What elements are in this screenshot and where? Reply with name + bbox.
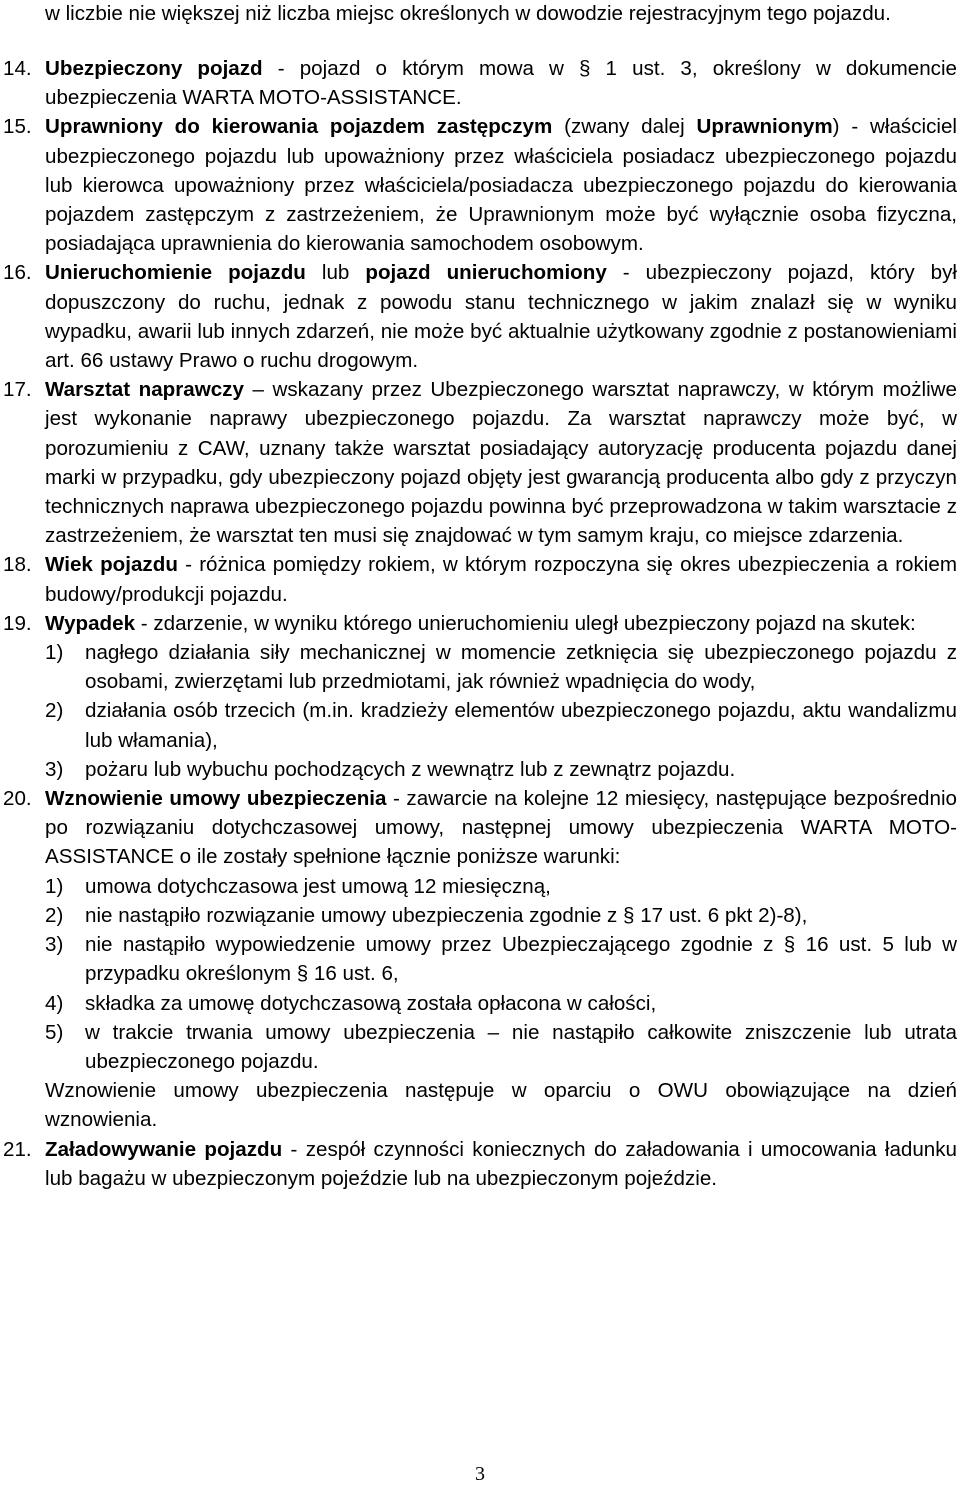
sub-item-text: działania osób trzecich (m.in. kradzieży elementów ubezpieczonego pojazdu, aktu wandalizmu lub włamania),: [85, 699, 957, 752]
item-body: [45, 54, 957, 112]
item-number: 19.: [3, 611, 32, 635]
definition-item-15: [0, 112, 957, 258]
item-text: - zespół czynności koniecznych do załadowania i umocowania ładunku lub bagażu w ubezpieczonym pojeździe lub na ubezpieczonym pojeździe.: [45, 1137, 958, 1190]
item-text: ) - właściciel ubezpieczonego pojazdu lub upoważniony przez właściciela posiadacz ubezpieczonego pojazdu lub kierowca upoważniony przez właściciela/posiadacza ubezpieczonego pojazdu do kierowania pojazdem zastępczym z zastrzeżeniem, że Uprawnionym może być wyłącznie osoba fizyczna, posiadająca uprawnienia do kierowania samochodem osobowym.: [45, 115, 957, 256]
sub-item-number: 3): [45, 757, 64, 781]
sub-item-number: 4): [45, 991, 64, 1015]
item-number: 20.: [3, 787, 32, 811]
definitions-list: [0, 54, 960, 1193]
item-body: [45, 112, 957, 258]
item-number: 17.: [3, 378, 32, 402]
item-text: - zdarzenie, w wyniku którego unieruchomieniu uległ ubezpieczony pojazd na skutek:: [135, 611, 916, 635]
sub-item-number: 1): [45, 641, 64, 665]
item-number: 16.: [3, 261, 32, 285]
item-number: 18.: [3, 553, 32, 577]
sub-item-text: nie nastąpiło rozwiązanie umowy ubezpieczenia zgodnie z § 17 ust. 6 pkt 2)-8),: [85, 903, 808, 927]
item-term: Wznowienie umowy ubezpieczenia: [45, 787, 387, 811]
definition-item-19: [0, 609, 957, 784]
sub-list: [45, 872, 957, 1076]
page-number: 3: [475, 1463, 485, 1485]
item-term-alias: Uprawnionym: [696, 115, 833, 139]
item-body: [45, 258, 957, 375]
sub-item-text: umowa dotychczasowa jest umową 12 miesięczną,: [85, 874, 551, 898]
item-body: [45, 375, 957, 550]
item-term-alias: pojazd unieruchomiony: [365, 261, 607, 285]
item-connector: lub: [305, 261, 366, 285]
item-closing-text: Wznowienie umowy ubezpieczenia następuje w oparciu o OWU obowiązujące na dzień wznowienia.: [45, 1079, 957, 1132]
item-term: Ubezpieczony pojazd: [45, 57, 263, 80]
definition-item-14: [0, 54, 957, 112]
item-number: 21.: [3, 1137, 32, 1161]
sub-item-text: w trakcie trwania umowy ubezpieczenia – nie nastąpiło całkowite zniszczenie lub utrata ubezpieczonego pojazdu.: [85, 1020, 957, 1073]
item-body: [45, 550, 957, 608]
sub-item-number: 1): [45, 874, 64, 898]
sub-list-item: [45, 1018, 957, 1076]
sub-list: [45, 638, 957, 784]
sub-item-number: 5): [45, 1020, 64, 1044]
sub-list-item: [45, 901, 957, 930]
item-text: - różnica pomiędzy rokiem, w którym rozpoczyna się okres ubezpieczenia a rokiem budowy/produkcji pojazdu.: [45, 553, 957, 606]
sub-item-number: 2): [45, 903, 64, 927]
sub-list-item: [45, 638, 957, 696]
item-body: [45, 1135, 957, 1193]
item-term: Unieruchomienie pojazdu: [45, 261, 306, 285]
item-body: [45, 609, 957, 638]
item-term: Załadowywanie pojazdu: [45, 1137, 283, 1161]
item-number: 15.: [3, 115, 32, 139]
definition-item-16: [0, 258, 957, 375]
definition-item-17: [0, 375, 957, 550]
sub-item-text: nie nastąpiło wypowiedzenie umowy przez Ubezpieczającego zgodnie z § 16 ust. 5 lub w przypadku określonym § 16 ust. 6,: [85, 933, 957, 986]
item-text: - ubezpieczony pojazd, który był dopuszczony do ruchu, jednak z powodu stanu technicznego w jakim znalazł się w wyniku wypadku, awarii lub innych zdarzeń, nie może być aktualnie użytkowany zgodnie z postanowieniami art. 66 ustawy Prawo o ruchu drogowym.: [45, 261, 957, 373]
sub-list-item: [45, 755, 957, 784]
definition-item-20: [0, 784, 957, 1134]
sub-item-text: nagłego działania siły mechanicznej w momencie zetknięcia się ubezpieczonego pojazdu z osobami, zwierzętami lub przedmiotami, jak również wpadnięcia do wody,: [85, 641, 957, 694]
sub-item-text: pożaru lub wybuchu pochodzących z wewnątrz lub z zewnątrz pojazdu.: [85, 757, 736, 781]
item-text: - pojazd o którym mowa w § 1 ust. 3, określony w dokumencie ubezpieczenia WARTA MOTO-ASSISTANCE.: [45, 57, 957, 110]
sub-item-number: 2): [45, 699, 64, 723]
sub-item-number: 3): [45, 933, 64, 957]
sub-list-item: [45, 989, 957, 1018]
item-term: Wiek pojazdu: [45, 553, 178, 577]
sub-list-item: [45, 872, 957, 901]
item-term: Uprawniony do kierowania pojazdem zastępczym: [45, 115, 553, 139]
sub-list-item: [45, 696, 957, 754]
item-text: - zawarcie na kolejne 12 miesięcy, następujące bezpośrednio po rozwiązaniu dotychczasowej umowy, następnej umowy ubezpieczenia WARTA MOTO-ASSISTANCE o ile zostały spełnione łącznie poniższe warunki:: [45, 787, 957, 869]
item-number: 14.: [3, 57, 32, 80]
definition-item-21: [0, 1135, 957, 1193]
item-connector: (zwany dalej: [552, 115, 697, 139]
sub-list-item: [45, 930, 957, 988]
item-term: Wypadek: [45, 611, 136, 635]
item-term: Warsztat naprawczy: [45, 378, 244, 402]
item-body: [45, 784, 957, 872]
sub-item-text: składka za umowę dotychczasową została opłacona w całości,: [85, 991, 657, 1015]
continuation-paragraph: w liczbie nie większej niż liczba miejsc określonych w dowodzie rejestracyjnym tego pojazdu.: [45, 2, 891, 25]
definition-item-18: [0, 550, 957, 608]
item-text: – wskazany przez Ubezpieczonego warsztat naprawczy, w którym możliwe jest wykonanie naprawy ubezpieczonego pojazdu. Za warsztat naprawczy może być, w porozumieniu z CAW, uznany także warsztat posiadający autoryzację producenta pojazdu danej marki w przypadku, gdy ubezpieczony pojazd objęty jest gwarancją producenta albo gdy z przyczyn technicznych naprawa ubezpieczonego pojazdu powinna być przeprowadzona w takim warsztacie z zastrzeżeniem, że warsztat ten musi się znajdować w tym samym kraju, co miejsce zdarzenia.: [45, 378, 957, 548]
